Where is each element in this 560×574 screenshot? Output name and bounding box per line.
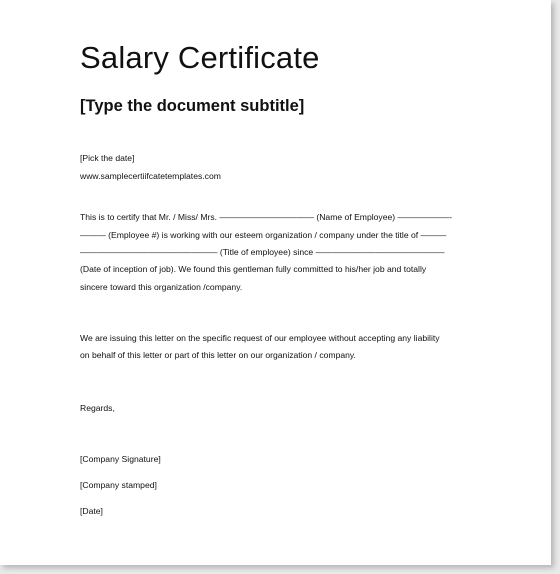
- paragraph1-line-2: ——— (Employee #) is working with our esteem organization / company under the title of ———: [80, 230, 447, 240]
- paragraph1-line-3: ———————————————— (Title of employee) since ———————————————: [80, 247, 445, 257]
- website-text: www.samplecertiifcatetemplates.com: [80, 171, 221, 181]
- closing-text: Regards,: [80, 403, 115, 413]
- document-title: Salary Certificate: [80, 40, 320, 75]
- paragraph1-line-5: sincere toward this organization /company.: [80, 282, 243, 292]
- document-subtitle: [Type the document subtitle]: [80, 97, 305, 115]
- paragraph2-line-2: on behalf of this letter or part of this letter on our organization / company.: [80, 350, 356, 360]
- date-placeholder: [Pick the date]: [80, 153, 135, 163]
- paragraph1-line-1: This is to certify that Mr. / Miss/ Mrs. ——————————— (Name of Employee) ——————-: [80, 212, 452, 222]
- paragraph1-line-4: (Date of inception of job). We found this gentleman fully committed to his/her job and totally: [80, 264, 427, 274]
- company-stamp-placeholder: [Company stamped]: [80, 480, 157, 490]
- company-signature-placeholder: [Company Signature]: [80, 454, 161, 464]
- paragraph2-line-1: We are issuing this letter on the specific request of our employee without accepting any liability: [80, 333, 440, 343]
- date-field-placeholder: [Date]: [80, 506, 103, 516]
